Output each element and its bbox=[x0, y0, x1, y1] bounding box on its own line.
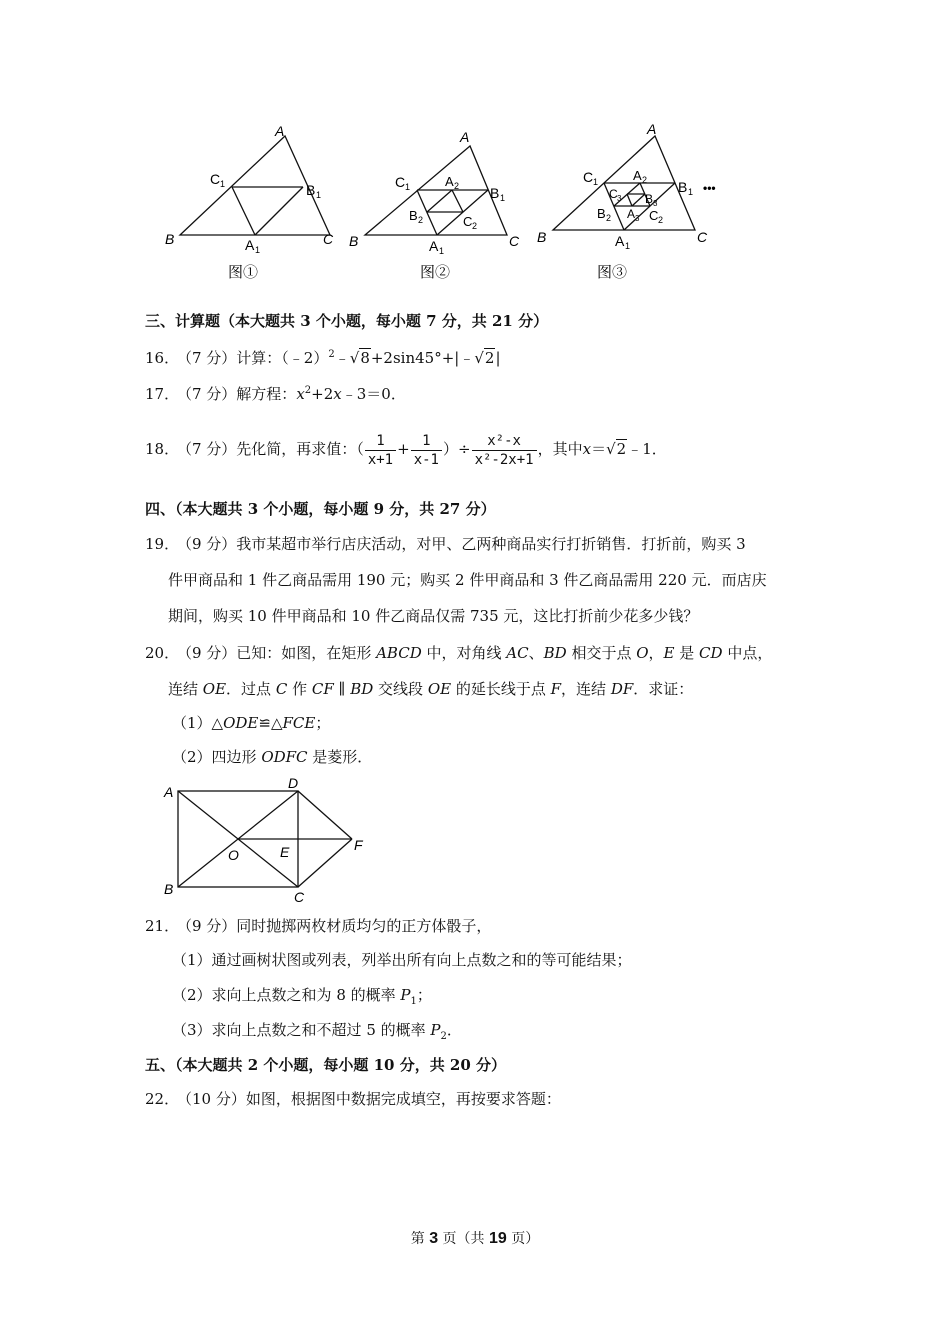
fig3-caption: 图③ bbox=[597, 264, 628, 281]
q19-line2: 件甲商品和 1 件乙商品需用 190 元；购买 2 件甲商品和 3 件乙商品需用 220 元．而店庆 bbox=[168, 571, 767, 589]
q20-part1: （1）△ODE≌△FCE； bbox=[172, 714, 331, 732]
label-c1: C bbox=[210, 171, 221, 187]
svg-text:C: C bbox=[609, 187, 618, 201]
q21-part1: （1）通过画树状图或列表，列举出所有向上点数之和的等可能结果； bbox=[172, 951, 632, 969]
svg-text:A: A bbox=[633, 168, 642, 183]
section3-title: 三、计算题（本大题共 3 个小题，每小题 7 分，共 21 分） bbox=[145, 312, 549, 330]
svg-text:C: C bbox=[649, 208, 659, 223]
svg-text:C: C bbox=[294, 889, 305, 905]
svg-text:A: A bbox=[627, 207, 636, 221]
q22: 22．（10 分）如图，根据图中数据完成填空，再按要求答题： bbox=[145, 1090, 561, 1108]
section4-title: 四、（本大题共 3 个小题，每小题 9 分，共 27 分） bbox=[145, 500, 496, 518]
svg-text:C: C bbox=[697, 229, 708, 245]
svg-text:F: F bbox=[354, 837, 363, 853]
page-number: 3 bbox=[429, 1230, 439, 1247]
fraction-1: $\frac{1}{x+1}$ bbox=[365, 432, 396, 469]
fraction-2: $\frac{1}{x-1}$ bbox=[411, 432, 442, 469]
svg-text:C: C bbox=[463, 214, 473, 229]
fig2-caption: 图② bbox=[420, 264, 451, 281]
svg-text:3: 3 bbox=[635, 214, 640, 223]
svg-text:2: 2 bbox=[658, 215, 664, 225]
fraction-3: $\frac{\text{x²-x}}{\text{x²-2x+1}}$ bbox=[472, 432, 537, 469]
sqrt-2: √2 bbox=[474, 349, 495, 367]
svg-text:B: B bbox=[645, 192, 654, 206]
q17: 17．（7 分）解方程：$x^2+2x﹣3=0$． bbox=[145, 385, 406, 403]
label-a1: A bbox=[245, 237, 255, 253]
q20-line1: 20．（9 分）已知：如图，在矩形 ABCD 中，对角线 AC、BD 相交于点 O，E 是 CD 中点， bbox=[145, 644, 773, 662]
label-b: B bbox=[165, 231, 175, 247]
svg-text:E: E bbox=[280, 844, 290, 860]
svg-text:A: A bbox=[164, 784, 174, 800]
svg-text:B: B bbox=[164, 881, 174, 897]
svg-text:B: B bbox=[678, 179, 688, 195]
label-a: A bbox=[275, 123, 285, 139]
figure-3 bbox=[535, 120, 735, 290]
svg-text:1: 1 bbox=[500, 193, 506, 203]
page-footer: 第 3 页（共 19 页） bbox=[410, 1230, 540, 1247]
figure-1 bbox=[160, 120, 350, 290]
svg-text:2: 2 bbox=[454, 181, 460, 191]
svg-text:1: 1 bbox=[688, 187, 694, 197]
svg-text:1: 1 bbox=[439, 246, 445, 256]
svg-text:3: 3 bbox=[617, 194, 622, 203]
svg-text:C: C bbox=[509, 233, 520, 249]
label-b1: B bbox=[306, 182, 316, 198]
label-c: C bbox=[323, 231, 334, 247]
svg-text:C: C bbox=[395, 174, 406, 190]
q16: 16．（7 分）计算：（﹣2）$^2$﹣√8+2sin45°+|﹣√2| bbox=[145, 349, 501, 367]
svg-text:2: 2 bbox=[418, 215, 424, 225]
svg-text:1: 1 bbox=[405, 182, 411, 192]
q21-part3: （3）求向上点数之和不超过 5 的概率 $P_2$． bbox=[172, 1021, 462, 1042]
fig1-caption: 图① bbox=[228, 264, 259, 281]
q20-line2: 连结 OE．过点 C 作 CF ∥ BD 交线段 OE 的延长线于点 F，连结 DF．求证： bbox=[168, 680, 694, 698]
page-total: 19 bbox=[489, 1230, 507, 1247]
svg-text:1: 1 bbox=[255, 245, 261, 255]
svg-text:B: B bbox=[490, 185, 500, 201]
section5-title: 五、（本大题共 2 个小题，每小题 10 分，共 20 分） bbox=[145, 1056, 507, 1074]
svg-text:O: O bbox=[228, 847, 239, 863]
q21-part2: （2）求向上点数之和为 8 的概率 $P_1$； bbox=[172, 986, 432, 1007]
svg-text:2: 2 bbox=[642, 175, 648, 185]
svg-text:A: A bbox=[445, 174, 454, 189]
q19-line3: 期间，购买 10 件甲商品和 10 件乙商品仅需 735 元，这比打折前少花多少钱？ bbox=[168, 607, 699, 625]
svg-text:D: D bbox=[288, 775, 299, 791]
q20-part2: （2）四边形 ODFC 是菱形． bbox=[172, 748, 373, 766]
svg-text:2: 2 bbox=[472, 221, 478, 231]
rectangle-figure bbox=[160, 775, 380, 905]
ellipsis: ••• bbox=[703, 181, 716, 195]
svg-text:B: B bbox=[409, 208, 418, 223]
svg-text:1: 1 bbox=[625, 241, 631, 251]
svg-text:2: 2 bbox=[606, 213, 612, 223]
svg-text:B: B bbox=[597, 206, 606, 221]
svg-text:1: 1 bbox=[593, 177, 599, 187]
svg-text:A: A bbox=[429, 238, 439, 254]
svg-text:B: B bbox=[537, 229, 547, 245]
svg-text:A: A bbox=[615, 233, 625, 249]
svg-text:1: 1 bbox=[220, 179, 226, 189]
svg-text:C: C bbox=[583, 169, 594, 185]
svg-text:B: B bbox=[349, 233, 359, 249]
figure-2 bbox=[345, 120, 535, 290]
q21-line1: 21．（9 分）同时抛掷两枚材质均匀的正方体骰子， bbox=[145, 917, 492, 935]
q18: 18．（7 分）先化简，再求值：（ $\frac{1}{x+1}$ + $\frac{1}{x-1}$ ）÷ $\frac{\text{x²-x}}{\text{x²-2x+1}}$ ，其中x＝√2﹣1． bbox=[145, 432, 667, 468]
svg-text:3: 3 bbox=[653, 199, 658, 208]
sqrt-8: √8 bbox=[349, 349, 370, 367]
svg-text:A: A bbox=[460, 129, 470, 145]
q19-line1: 19．（9 分）我市某超市举行店庆活动，对甲、乙两种商品实行打折销售．打折前，购买 3 bbox=[145, 535, 746, 553]
svg-text:A: A bbox=[647, 121, 657, 137]
svg-text:1: 1 bbox=[316, 190, 322, 200]
